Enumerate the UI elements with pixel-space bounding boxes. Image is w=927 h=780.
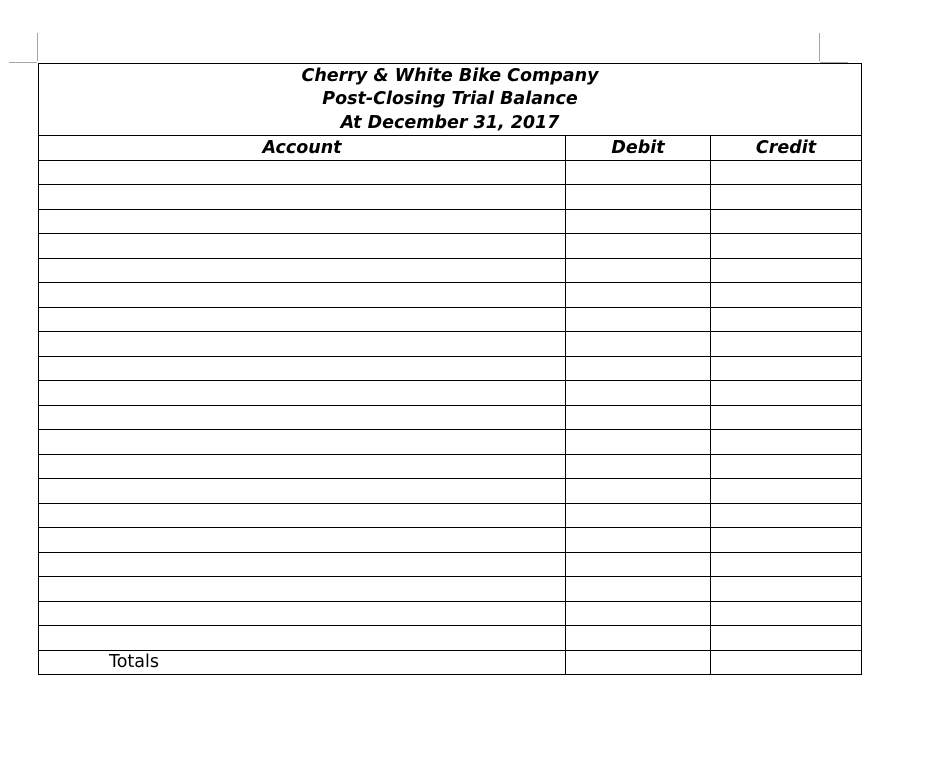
credit-cell[interactable] [711,479,862,504]
debit-cell[interactable] [566,283,711,308]
statement-date: At December 31, 2017 [340,112,560,133]
account-cell[interactable] [39,405,566,430]
title-row [39,64,862,136]
trial-balance-table [38,63,862,675]
credit-cell[interactable] [711,430,862,455]
debit-cell[interactable] [566,234,711,259]
table-row [39,626,862,651]
debit-cell[interactable] [566,454,711,479]
account-cell[interactable] [39,307,566,332]
debit-cell[interactable] [566,479,711,504]
debit-cell[interactable] [566,185,711,210]
debit-cell[interactable] [566,258,711,283]
table-row [39,601,862,626]
credit-cell[interactable] [711,283,862,308]
credit-cell[interactable] [711,332,862,357]
account-cell[interactable] [39,503,566,528]
debit-cell[interactable] [566,356,711,381]
table-row [39,234,862,259]
account-cell[interactable] [39,626,566,651]
totals-debit-cell[interactable] [566,650,711,675]
account-cell[interactable] [39,577,566,602]
credit-cell[interactable] [711,381,862,406]
table-row [39,552,862,577]
column-header-debit: Debit [566,136,711,161]
debit-cell[interactable] [566,332,711,357]
column-header-row [39,136,862,161]
account-cell[interactable] [39,356,566,381]
table-row [39,332,862,357]
credit-cell[interactable] [711,626,862,651]
credit-cell[interactable] [711,234,862,259]
column-header-account: Account [39,136,566,161]
debit-cell[interactable] [566,307,711,332]
account-cell[interactable] [39,528,566,553]
table-row [39,356,862,381]
debit-cell[interactable] [566,528,711,553]
account-cell[interactable] [39,601,566,626]
table-row [39,503,862,528]
credit-cell[interactable] [711,577,862,602]
account-cell[interactable] [39,234,566,259]
account-cell[interactable] [39,185,566,210]
totals-label: Totals [39,650,566,675]
credit-cell[interactable] [711,454,862,479]
table-row [39,577,862,602]
table-row [39,454,862,479]
column-header-credit: Credit [711,136,862,161]
credit-cell[interactable] [711,552,862,577]
debit-cell[interactable] [566,209,711,234]
credit-cell[interactable] [711,258,862,283]
title-block [39,64,862,136]
debit-cell[interactable] [566,405,711,430]
table-row [39,307,862,332]
account-cell[interactable] [39,430,566,455]
debit-cell[interactable] [566,626,711,651]
credit-cell[interactable] [711,503,862,528]
table-row [39,160,862,185]
account-cell[interactable] [39,454,566,479]
account-cell[interactable] [39,209,566,234]
table-row [39,405,862,430]
debit-cell[interactable] [566,160,711,185]
totals-row [39,650,862,675]
table-row [39,283,862,308]
credit-cell[interactable] [711,405,862,430]
debit-cell[interactable] [566,503,711,528]
credit-cell[interactable] [711,601,862,626]
table-row [39,185,862,210]
debit-cell[interactable] [566,552,711,577]
credit-cell[interactable] [711,160,862,185]
crop-mark-left-vertical [37,33,38,61]
debit-cell[interactable] [566,601,711,626]
credit-cell[interactable] [711,209,862,234]
debit-cell[interactable] [566,430,711,455]
table-row [39,430,862,455]
crop-mark-left-horizontal [9,62,37,63]
table-row [39,381,862,406]
account-cell[interactable] [39,479,566,504]
table-row [39,209,862,234]
table-row [39,479,862,504]
crop-mark-right-vertical [819,33,820,61]
account-cell[interactable] [39,381,566,406]
credit-cell[interactable] [711,307,862,332]
account-cell[interactable] [39,332,566,357]
table-row [39,528,862,553]
debit-cell[interactable] [566,381,711,406]
account-cell[interactable] [39,283,566,308]
totals-credit-cell[interactable] [711,650,862,675]
credit-cell[interactable] [711,356,862,381]
account-cell[interactable] [39,552,566,577]
debit-cell[interactable] [566,577,711,602]
account-cell[interactable] [39,160,566,185]
account-cell[interactable] [39,258,566,283]
credit-cell[interactable] [711,185,862,210]
credit-cell[interactable] [711,528,862,553]
table-row [39,258,862,283]
statement-name: Post-Closing Trial Balance [322,89,578,110]
company-name: Cherry & White Bike Company [301,66,599,86]
